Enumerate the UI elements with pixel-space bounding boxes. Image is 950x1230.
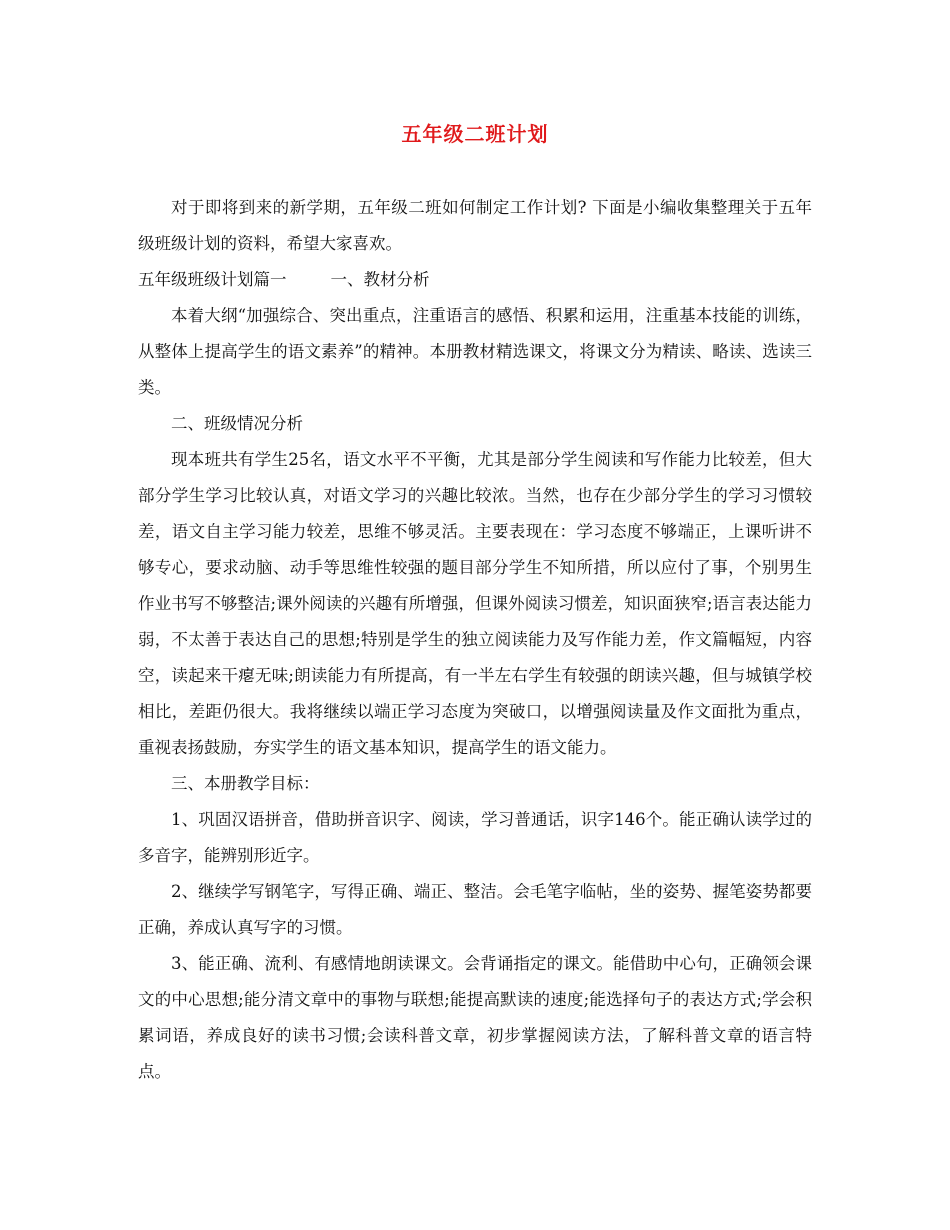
intro-paragraph: 对于即将到来的新学期，五年级二班如何制定工作计划? 下面是小编收集整理关于五年级班级计划的资料，希望大家喜欢。	[138, 198, 812, 253]
goal-item-3: 3、能正确、流利、有感情地朗读课文。会背诵指定的课文。能借助中心句，正确领会课文的中心思想;能分清文章中的事物与联想;能提高默读的速度;能选择句子的表达方式;学会积累词语，养成良好的读书习惯;会读科普文章，初步掌握阅读方法，了解科普文章的语言特点。	[138, 954, 812, 1081]
goal-item-2: 2、继续学写钢笔字，写得正确、端正、整洁。会毛笔字临帖，坐的姿势、握笔姿势都要正确，养成认真写字的习惯。	[138, 882, 812, 937]
document-title: 五年级二班计划	[401, 122, 549, 146]
class-paragraph: 现本班共有学生25名，语文水平不平衡，尤其是部分学生阅读和写作能力比较差，但大部分学生学习比较认真，对语文学习的兴趣比较浓。当然，也存在少部分学生的学习习惯较差，语文自主学习能力较差，思维不够灵活。主要表现在：学习态度不够端正，上课听讲不够专心，要求动脑、动手等思维性较强的题目部分学生不知所措，所以应付了事，个别男生作业书写不够整洁;课外阅读的兴趣有所增强，但课外阅读习惯差，知识面狭窄;语言表达能力弱，不太善于表达自己的思想;特别是学生的独立阅读能力及写作能力差，作文篇幅短，内容空，读起来干瘪无味;朗读能力有所提高，有一半左右学生有较强的朗读兴趣，但与城镇学校相比，差距仍很大。我将继续以端正学习态度为突破口，以增强阅读量及作文面批为重点，重视表扬鼓励，夯实学生的语文基本知识，提高学生的语文能力。	[138, 450, 812, 757]
goal-item-1: 1、巩固汉语拼音，借助拼音识字、阅读，学习普通话，识字146个。能正确认读学过的多音字，能辨别形近字。	[138, 810, 812, 865]
class-heading: 二、班级情况分析	[171, 414, 303, 433]
goals-heading: 三、本册教学目标：	[171, 774, 320, 793]
document-body	[138, 190, 812, 1090]
section-heading-left: 五年级班级计划篇一	[138, 270, 287, 289]
section-heading-right: 一、教材分析	[330, 270, 430, 289]
material-paragraph: 本着大纲“加强综合、突出重点，注重语言的感悟、积累和运用，注重基本技能的训练，从整体上提高学生的语文素养”的精神。本册教材精选课文，将课文分为精读、略读、选读三类。	[138, 306, 812, 397]
section-heading	[138, 262, 812, 298]
